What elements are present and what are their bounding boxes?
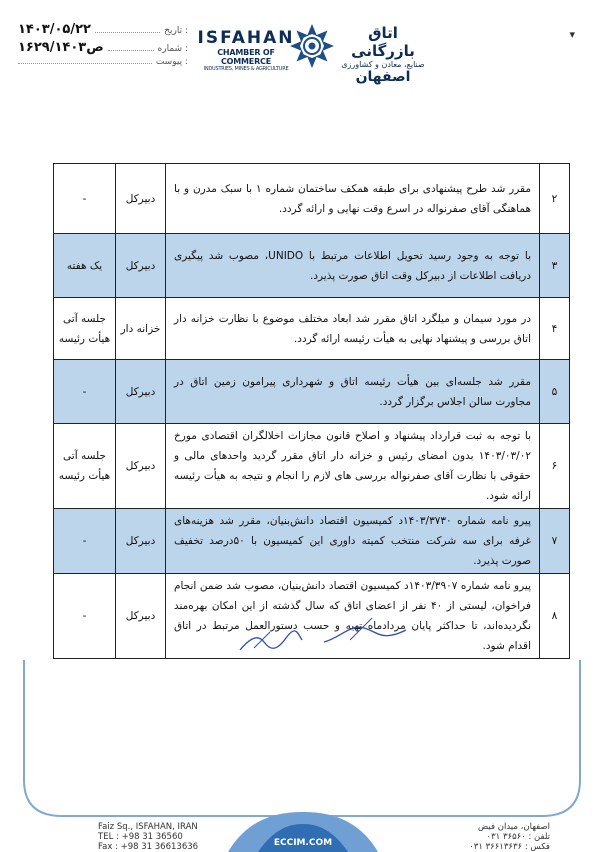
resolution-text: پیرو نامه شماره ۱۴۰۳/۳۹۰۷د کمیسیون اقتصاد دانش‌بنیان، مصوب شد ضمن انجام فراخوان، لیستی از ۴۰ نفر از اعضای اتاق که سال گذشته از این امکان بهره‌مند نگردیده‌اند، تا حداکثر پایان مردادماه تهیه و حسب دستورالعمل مرتبط در اتاق اقدام شود. — [166, 574, 540, 659]
table-row — [54, 509, 570, 574]
logo-persian — [338, 24, 428, 85]
corner-mark: ▾ — [569, 28, 575, 41]
resolution-text: با توجه به ثبت قرارداد پیشنهاد و اصلاح قانون مجازات اخلالگران اقتصادی مورخ ۱۴۰۳/۰۳/۰۲ بدون امضای رئیس و خزانه دار اتاق مقرر گردید واحدهای مالی و حقوقی با نظارت آقای صفرنواله بررسی های لازم را انجام و نتیجه به هیأت رئیسه ارائه شود. — [166, 424, 540, 509]
number-label: شماره : — [157, 44, 188, 54]
responsible-cell: دبیرکل — [116, 234, 166, 298]
row-number: ۷ — [540, 509, 570, 574]
signature-1-icon — [236, 628, 306, 656]
resolution-text: مقرر شد جلسه‌ای بین هیأت رئیسه اتاق و شهرداری پیرامون زمین اتاق در مجاورت سالن اجلاس برگزار گردد. — [166, 360, 540, 424]
deadline-cell: یک هفته — [54, 234, 116, 298]
row-number: ۵ — [540, 360, 570, 424]
deadline-cell: - — [54, 509, 116, 574]
date-row — [18, 22, 188, 36]
logo-en-title: ISFAHAN — [197, 28, 295, 48]
footer-fa-fax: فکس : ۳۶۶۱۳۶۳۶ ۰۳۱ — [469, 842, 550, 852]
deadline-cell: جلسه آتی هیأت رئیسه — [54, 424, 116, 509]
responsible-cell: دبیرکل — [116, 164, 166, 234]
deadline-cell: - — [54, 164, 116, 234]
logo-fa-city: اصفهان — [355, 69, 411, 85]
table-row — [54, 234, 570, 298]
footer-en-tel: TEL : +98 31 36560 — [98, 832, 183, 842]
deadline-cell: جلسه آتی هیأت رئیسه — [54, 298, 116, 360]
resolution-text: پیرو نامه شماره ۱۴۰۳/۳۷۳۰د کمیسیون اقتصاد دانش‌بنیان، مقرر شد هزینه‌های غرفه برای سه شرکت منتخب کمیته داوری این کمیسیون با ۵۰درصد تخفیف صورت پذیرد. — [166, 509, 540, 574]
footer-website: ECCIM.COM — [273, 838, 333, 848]
deadline-cell: - — [54, 574, 116, 659]
logo-en-line2: CHAMBER OF COMMERCE — [217, 48, 275, 66]
logo-fa-line2: صنایع، معادن و کشاورزی — [341, 60, 425, 69]
resolution-text: در مورد سیمان و میلگرد اتاق مقرر شد ابعاد مختلف موضوع با نظارت خزانه دار اتاق بررسی و پیشنهاد نهایی به هیأت رئیسه ارائه گردد. — [166, 298, 540, 360]
table-row — [54, 424, 570, 509]
resolution-text: با توجه به وجود رسید تحویل اطلاعات مرتبط با UNIDO، مصوب شد پیگیری دریافت اطلاعات از دبیرکل وقت اتاق صورت پذیرد. — [166, 234, 540, 298]
table-row — [54, 298, 570, 360]
footer-fa-tel: تلفن : ۳۶۵۶۰ ۰۳۱ — [486, 832, 550, 842]
date-label: تاریخ : — [164, 26, 188, 36]
footer-fa-line1: اصفهان، میدان فیض — [477, 822, 550, 832]
attachment-label: پیوست : — [155, 57, 188, 67]
responsible-cell: دبیرکل — [116, 574, 166, 659]
row-number: ۸ — [540, 574, 570, 659]
attachment-row — [18, 54, 188, 68]
chamber-emblem-icon — [288, 22, 336, 70]
responsible-cell: دبیرکل — [116, 509, 166, 574]
logo-english — [196, 28, 296, 72]
row-number: ۶ — [540, 424, 570, 509]
signature-2-icon — [320, 616, 410, 648]
responsible-cell: دبیرکل — [116, 360, 166, 424]
logo-fa-title: اتاق بازرگانی — [351, 24, 415, 60]
resolution-text: مقرر شد طرح پیشنهادی برای طبقه همکف ساختمان شماره ۱ با سبک مدرن و با هماهنگی آقای صفرنواله در اسرع وقت نهایی و ارائه گردد. — [166, 164, 540, 234]
footer-address-en — [98, 822, 198, 852]
footer-en-line1: Faiz Sq., ISFAHAN, IRAN — [98, 822, 198, 832]
number-value: ۱۶۲۹/ص۱۴۰۳ — [18, 40, 104, 55]
row-number: ۴ — [540, 298, 570, 360]
row-number: ۲ — [540, 164, 570, 234]
row-number: ۳ — [540, 234, 570, 298]
footer-en-fax: Fax : +98 31 36613636 — [98, 842, 199, 852]
minutes-table — [53, 163, 570, 659]
logo-en-line3: INDUSTRIES, MINES & AGRICULTURE — [203, 66, 289, 72]
deadline-cell: - — [54, 360, 116, 424]
responsible-cell: خزانه دار — [116, 298, 166, 360]
footer-address-fa — [440, 822, 550, 852]
letter-meta — [18, 22, 188, 68]
table-row — [54, 574, 570, 659]
number-row — [18, 40, 188, 54]
table-row — [54, 360, 570, 424]
table-row — [54, 164, 570, 234]
date-value: ۱۴۰۳/۰۵/۲۲ — [18, 22, 91, 37]
responsible-cell: دبیرکل — [116, 424, 166, 509]
